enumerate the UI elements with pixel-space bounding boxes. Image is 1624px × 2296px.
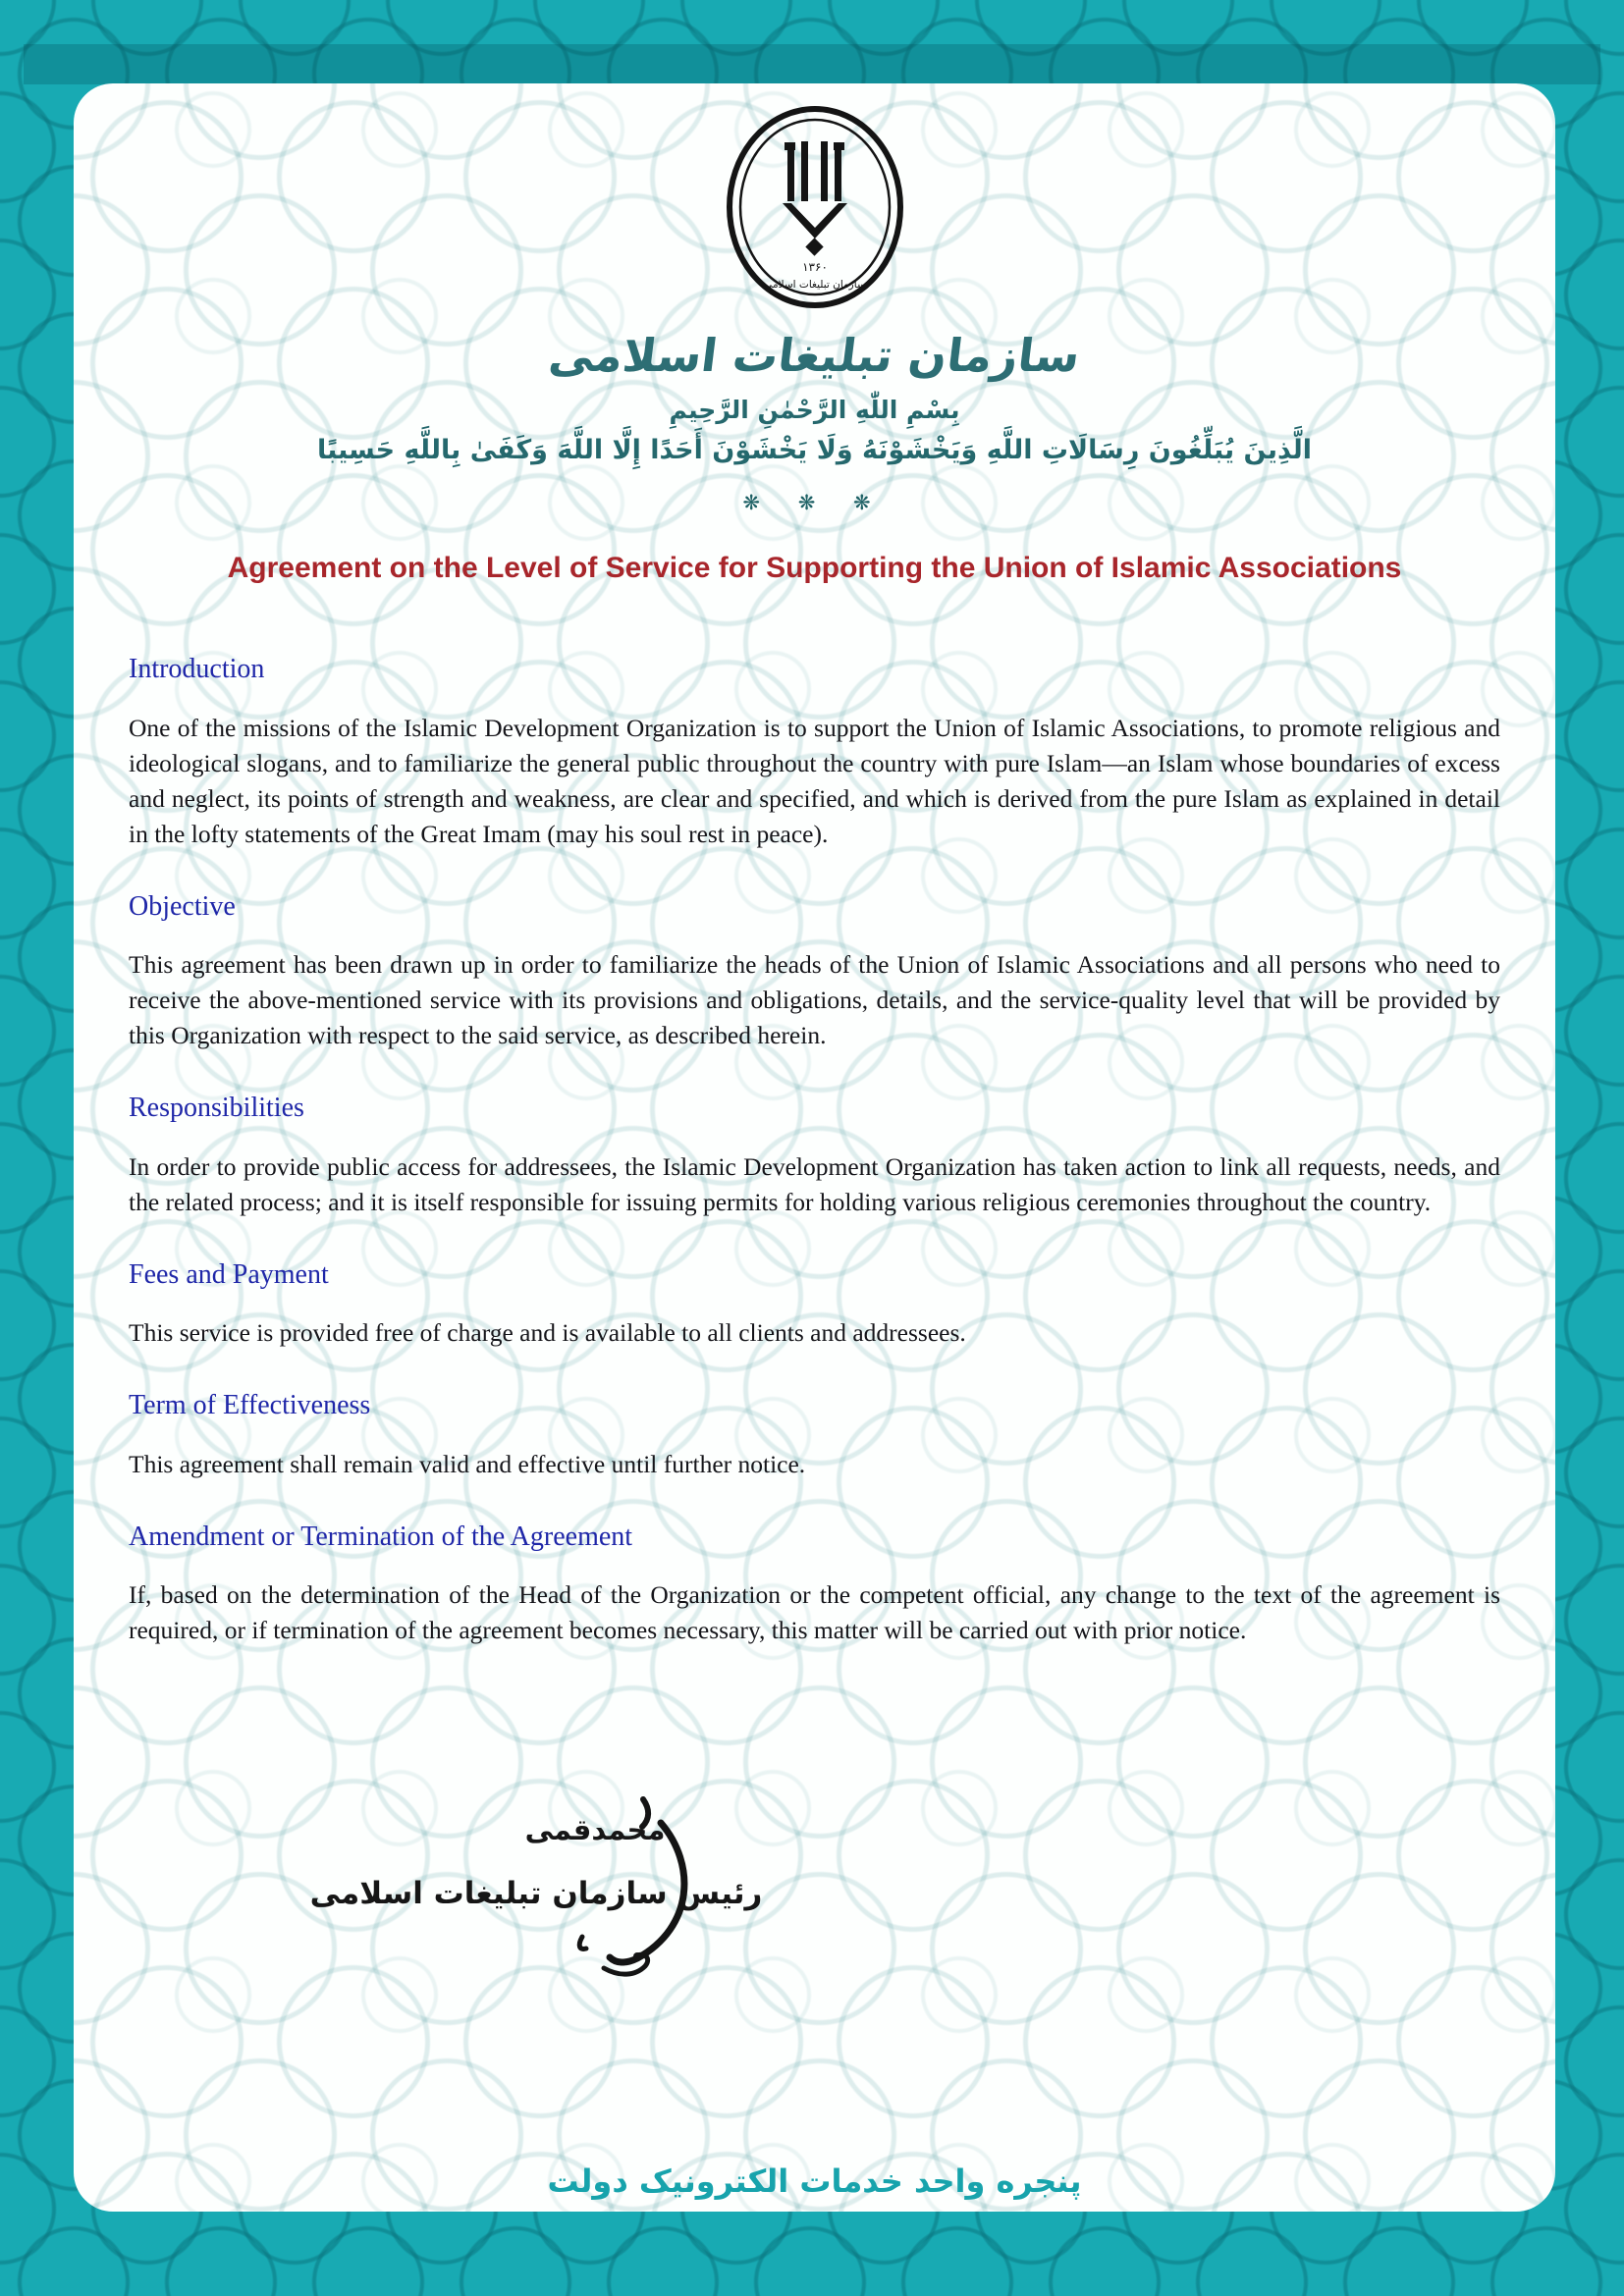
footer-service-window-label: پنجره واحد خدمات الکترونیک دولت <box>547 2163 1082 2200</box>
section-heading: Fees and Payment <box>129 1258 329 1290</box>
section-body: This service is provided free of charge and is available to all clients and addressees. <box>129 1318 966 1347</box>
florette-divider: ❋ ❋ ❋ <box>742 491 887 514</box>
organization-calligraphy: سازمان تبلیغات اسلامی <box>546 329 1083 382</box>
emblem-year: ۱۳۶۰ <box>801 260 828 274</box>
signatory-title: رئیس سازمان تبلیغات اسلامی <box>309 1876 763 1911</box>
section-amendment-or-termination <box>129 1522 1500 1649</box>
section-heading: Objective <box>129 890 236 922</box>
section-body: In order to provide public access for addressees, the Islamic Development Organization has taken action to link all requests, needs, and the related process; and it is itself responsible for issuing permits for holding various religious ceremonies throughout the country. <box>129 1151 1500 1216</box>
section-body: This agreement shall remain valid and effective until further notice. <box>129 1449 806 1478</box>
letterhead <box>74 105 1555 585</box>
section-fees-and-payment <box>129 1259 1500 1352</box>
section-body: If, based on the determination of the Head of the Organization or the competent official, any change to the text of the agreement is required, or if termination of the agreement becomes necessary, this matter will be carried out with prior notice. <box>129 1580 1500 1644</box>
section-heading: Responsibilities <box>129 1093 304 1123</box>
emblem-arc-text: سازمان تبلیغات اسلامی <box>763 279 866 291</box>
section-heading: Amendment or Termination of the Agreement <box>129 1521 633 1552</box>
basmala-line: بِسْمِ اللّٰهِ الرَّحْمٰنِ الرَّحِيمِ <box>669 396 960 424</box>
section-heading: Term of Effectiveness <box>129 1390 371 1420</box>
agreement-body <box>74 654 1555 2100</box>
section-responsibilities <box>129 1093 1500 1220</box>
section-objective <box>129 891 1500 1054</box>
signature-block <box>129 1805 1500 2100</box>
signature-scribble <box>549 1791 706 1993</box>
section-term-of-effectiveness <box>129 1390 1500 1482</box>
letter-page <box>74 83 1555 2212</box>
section-body: One of the missions of the Islamic Development Organization is to support the Union of Islamic Associations, to promote religious and ideological slogans, and to familiarize the general public throughout the country with pure Islam—an Islam whose boundaries of excess and neglect, its points of strength and weakness, are clear and specified, and which is derived from the pure Islam as explained in detail in the lofty statements of the Great Imam (may his soul rest in peace). <box>129 713 1500 848</box>
quran-verse-line: الَّذِينَ يُبَلِّغُونَ رِسَالَاتِ اللَّهِ وَيَخْشَوْنَهُ وَلَا يَخْشَوْنَ أَحَدًا إِلَّا اللَّهَ وَكَفَىٰ بِاللَّهِ حَسِيبًا <box>317 435 1312 465</box>
border-accent-strip <box>24 44 1600 84</box>
section-introduction <box>129 654 1500 852</box>
page-title: Agreement on the Level of Service for Supporting the Union of Islamic Associations <box>227 552 1402 584</box>
emblem-seal-icon <box>726 105 904 313</box>
section-heading: Introduction <box>129 654 265 684</box>
signatory-name: محمدقمی <box>524 1813 666 1846</box>
kufic-allah-mark <box>783 141 847 256</box>
organization-emblem <box>726 105 904 313</box>
section-body: This agreement has been drawn up in order to familiarize the heads of the Union of Islamic Associations and all persons who need to receive the above-mentioned service with its provisions and obligations, details, and the service-quality level that will be provided by this Organization with respect to the said service, as described herein. <box>129 950 1500 1049</box>
